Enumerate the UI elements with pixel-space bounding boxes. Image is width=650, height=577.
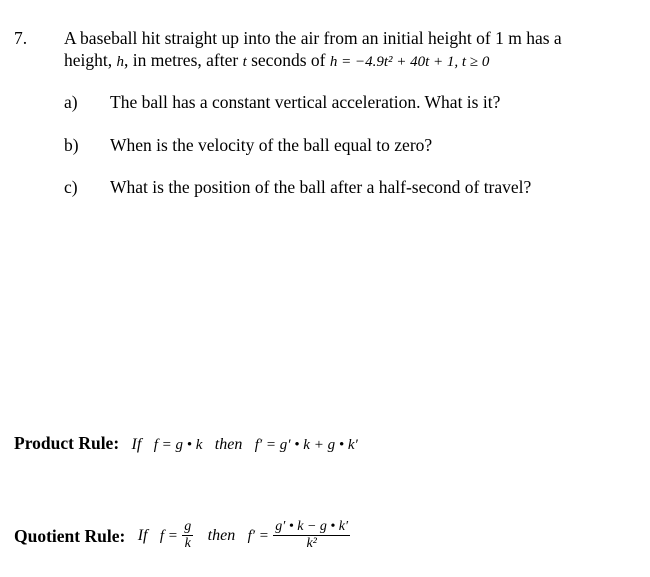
question-line-1: A baseball hit straight up into the air from an initial height of 1 m has a (64, 28, 562, 48)
quotient-rule-rhs-f: f′ = (247, 527, 269, 544)
product-rule-lhs: f = g • k (153, 437, 203, 453)
part-c-label: c) (64, 177, 78, 197)
variable-t: t (242, 54, 247, 70)
line2-mid2: seconds of (246, 50, 330, 70)
product-rule (14, 433, 358, 455)
quotient-rule-lhs-f: f = (159, 527, 178, 544)
part-a-text: The ball has a constant vertical acceleration. What is it? (110, 92, 501, 112)
height-equation: h = −4.9t² + 40t + 1, t ≥ 0 (329, 54, 490, 70)
line2-mid1: , in metres, after (124, 50, 243, 70)
product-rule-if: If (131, 436, 142, 453)
product-rule-then: then (214, 436, 243, 453)
rhs-denominator: k² (306, 536, 317, 552)
product-rule-label: Product Rule: (14, 433, 120, 453)
question-number: 7. (14, 28, 28, 48)
part-b-label: b) (64, 135, 79, 155)
lhs-denominator: k (184, 536, 191, 552)
part-a-label: a) (64, 92, 78, 112)
part-c-text: What is the position of the ball after a half-second of travel? (110, 177, 532, 197)
line2-prefix: height, (64, 50, 117, 70)
quotient-rule-rhs-fraction (273, 519, 350, 552)
quotient-rule (14, 512, 350, 558)
question-line-2 (64, 50, 489, 72)
variable-h: h (116, 54, 124, 70)
quotient-rule-then: then (207, 526, 236, 544)
quotient-rule-label: Quotient Rule: (14, 525, 126, 546)
rhs-numerator: g′ • k − g • k′ (275, 519, 349, 535)
quotient-rule-lhs-fraction (182, 519, 193, 552)
product-rule-rhs: f′ = g′ • k + g • k′ (254, 437, 358, 453)
lhs-numerator: g (184, 519, 192, 535)
quotient-rule-if: If (137, 526, 148, 544)
part-b-text: When is the velocity of the ball equal to zero? (110, 135, 433, 155)
